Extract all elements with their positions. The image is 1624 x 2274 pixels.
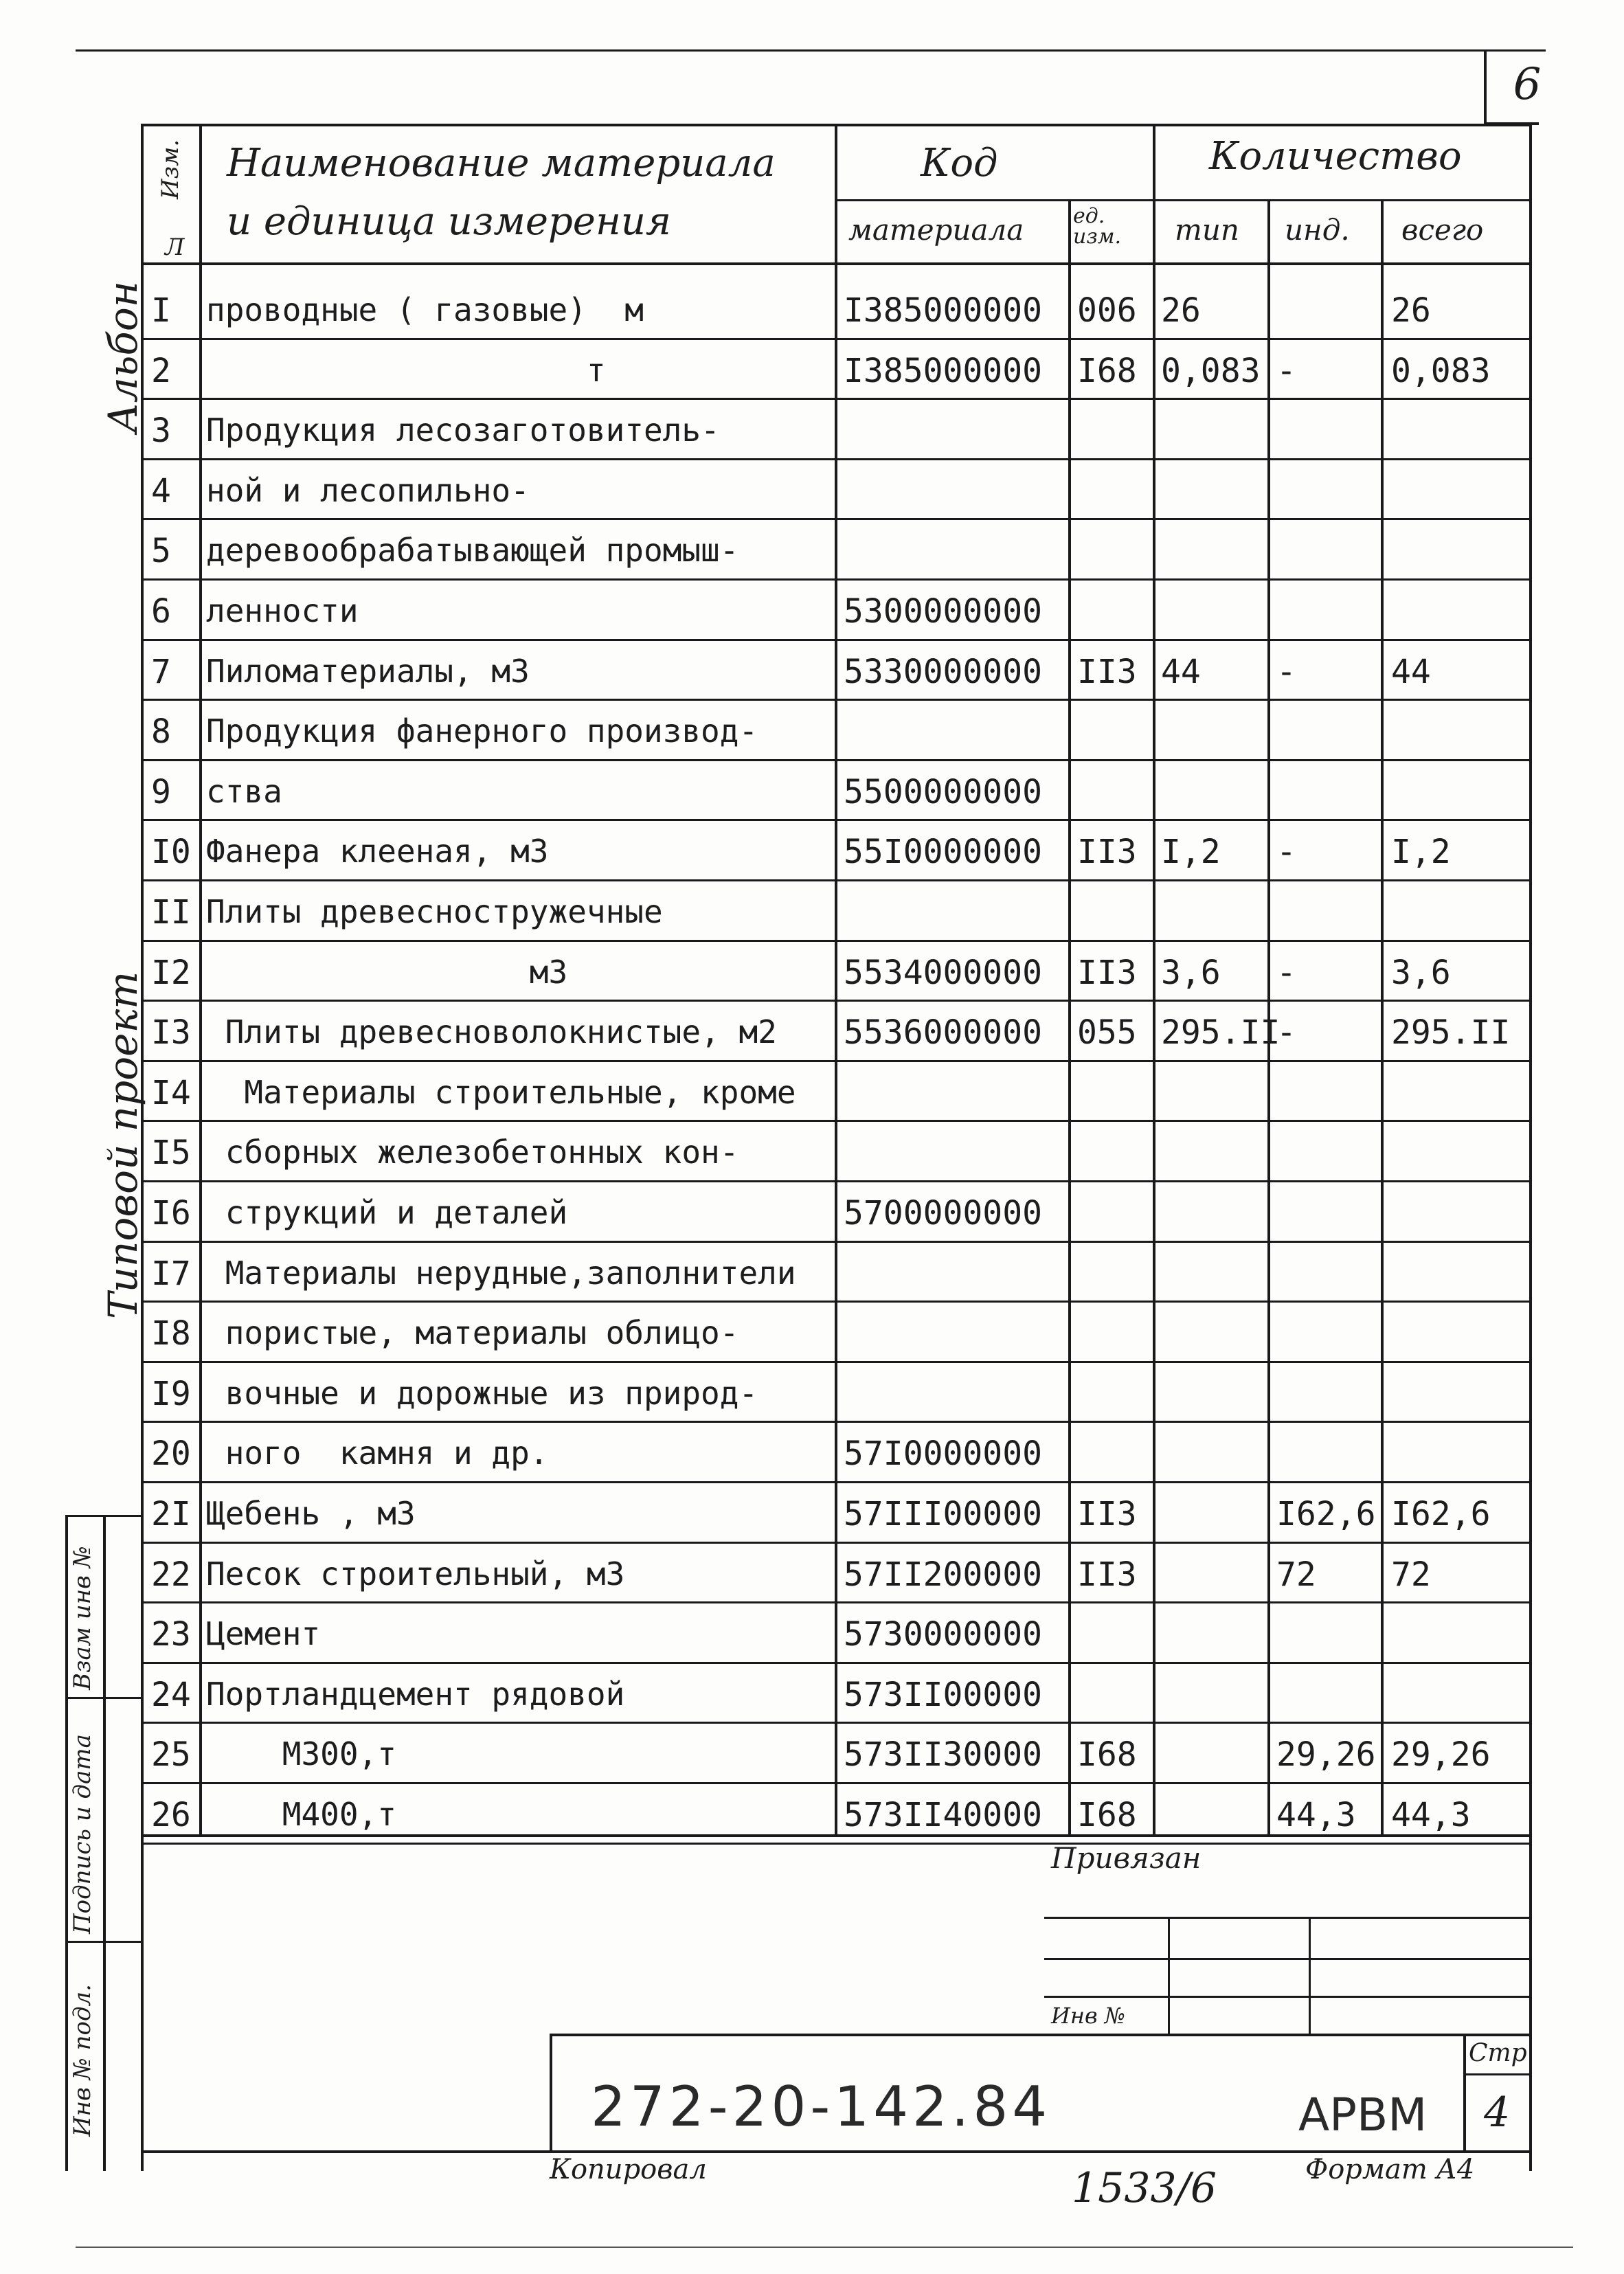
row-divider: [141, 1000, 1532, 1002]
row-divider: [141, 699, 1532, 701]
row-number: 2I: [151, 1495, 191, 1533]
row-number: 25: [151, 1735, 191, 1775]
page-number: 4: [1484, 2089, 1511, 2137]
unit-code: I68: [1077, 1735, 1137, 1775]
material-name: М300,т: [206, 1735, 396, 1773]
qty-ind: -: [1276, 833, 1296, 872]
material-name: М400,т: [206, 1796, 396, 1833]
material-name: т: [206, 351, 606, 389]
qty-total: 3,6: [1391, 953, 1451, 992]
material-name: Щебень , м3: [206, 1495, 416, 1532]
material-code: 5536000000: [844, 1013, 1042, 1052]
material-name: Материалы строительные, кроме: [206, 1073, 796, 1111]
section-code: АРВМ: [1298, 2089, 1428, 2141]
material-name: вочные и дорожные из природ-: [206, 1374, 758, 1412]
col-name-header-2: и единица измерения: [227, 199, 671, 244]
col-row-sub: Л: [165, 234, 185, 261]
material-code: 573II30000: [844, 1735, 1042, 1775]
col-total-left: [1381, 199, 1384, 1834]
qty-ind: 29,26: [1276, 1735, 1376, 1775]
material-name: Пиломатериалы, м3: [206, 652, 530, 690]
row-number: I8: [151, 1314, 191, 1353]
material-name: Плиты древесностружечные: [206, 893, 663, 930]
material-code: 57II200000: [844, 1555, 1042, 1594]
qty-total: 44,3: [1391, 1796, 1471, 1834]
sheet-box-left: [1484, 49, 1487, 125]
qty-ind: 72: [1276, 1555, 1316, 1594]
material-code: I385000000: [844, 351, 1042, 390]
qty-tip: I,2: [1161, 833, 1221, 872]
material-name: ленности: [206, 592, 359, 629]
col-qty-left: [1153, 124, 1155, 1834]
row-number: I5: [151, 1134, 191, 1173]
qty-tip: 44: [1161, 652, 1201, 691]
qty-ind: 44,3: [1276, 1796, 1356, 1834]
material-code: 5330000000: [844, 652, 1042, 691]
material-name: ного камня и др.: [206, 1434, 549, 1472]
row-divider: [141, 1241, 1532, 1243]
col-code-header: Код: [921, 141, 998, 185]
qty-ind: -: [1276, 652, 1296, 691]
row-divider: [141, 398, 1532, 400]
row-divider: [141, 518, 1532, 520]
material-code: 5300000000: [844, 592, 1042, 631]
material-name: пористые, материалы облицо-: [206, 1314, 739, 1352]
qty-tip: 295.II: [1161, 1013, 1281, 1052]
row-divider: [141, 639, 1532, 641]
row-divider: [141, 1843, 1532, 1845]
unit-code: 006: [1077, 291, 1137, 330]
side-strip-top: [65, 1515, 141, 1517]
row-number: II: [151, 893, 191, 932]
unit-code: I68: [1077, 351, 1137, 390]
qty-total: I62,6: [1391, 1495, 1491, 1533]
qty-tip: 26: [1161, 291, 1201, 330]
material-name: Продукция лесозаготовитель-: [206, 412, 720, 449]
material-code: 573II00000: [844, 1675, 1042, 1714]
row-number: I: [151, 291, 171, 330]
row-divider: [141, 1120, 1532, 1122]
qty-total: 44: [1391, 652, 1431, 691]
material-code: 5700000000: [844, 1194, 1042, 1232]
qty-ind: -: [1276, 351, 1296, 390]
material-code: 5500000000: [844, 772, 1042, 811]
row-number: I9: [151, 1374, 191, 1413]
col-material-header: материала: [848, 213, 1024, 247]
row-divider: [141, 1421, 1532, 1423]
row-divider: [141, 1060, 1532, 1062]
priv-line-3: [1044, 1996, 1532, 1998]
row-divider: [141, 1662, 1532, 1664]
qty-total: I,2: [1391, 833, 1451, 872]
qty-total: 0,083: [1391, 351, 1491, 390]
row-divider: [141, 1722, 1532, 1724]
row-number: 5: [151, 532, 171, 571]
row-divider: [141, 1481, 1532, 1483]
top-rule: [76, 49, 1546, 52]
sign-date-label: Подпись и дата: [69, 1734, 96, 1934]
priv-line-1: [1044, 1917, 1532, 1919]
col-row-label: Изм.: [157, 139, 184, 199]
material-name: ной и лесопильно-: [206, 471, 530, 509]
material-code: 55I0000000: [844, 833, 1042, 872]
priv-col-2: [1309, 1917, 1311, 2034]
material-code: I385000000: [844, 291, 1042, 330]
unit-code: II3: [1077, 953, 1137, 992]
str-label: Стр: [1469, 2039, 1527, 2067]
unit-code: II3: [1077, 1495, 1137, 1533]
row-number: 2: [151, 351, 171, 390]
col-code-left: [835, 124, 837, 1834]
row-divider: [141, 940, 1532, 942]
row-divider: [141, 578, 1532, 581]
frame-right: [1529, 124, 1532, 2171]
row-number: I6: [151, 1194, 191, 1232]
qty-total: 26: [1391, 291, 1431, 330]
qty-ind: I62,6: [1276, 1495, 1376, 1533]
row-number: 3: [151, 412, 171, 451]
qty-tip: 0,083: [1161, 351, 1261, 390]
header-subline: [835, 199, 1532, 201]
row-divider: [141, 1180, 1532, 1182]
qty-total: 29,26: [1391, 1735, 1491, 1775]
col-total-header: всего: [1401, 213, 1484, 247]
table-bottom: [141, 1834, 1532, 1837]
row-divider: [141, 1601, 1532, 1603]
material-name: Фанера клееная, м3: [206, 833, 549, 870]
side-strip-div1: [65, 1697, 141, 1699]
row-number: I2: [151, 953, 191, 992]
row-number: 22: [151, 1555, 191, 1594]
qty-ind: -: [1276, 953, 1296, 992]
col-ind-header: инд.: [1285, 213, 1350, 247]
material-code: 573II40000: [844, 1796, 1042, 1834]
material-name: струкций и деталей: [206, 1194, 568, 1231]
stamp-left: [550, 2034, 552, 2150]
row-number: I0: [151, 833, 191, 872]
row-divider: [141, 458, 1532, 460]
typical-project-label: Типовой проект: [100, 971, 146, 1319]
priv-line-2: [1044, 1958, 1532, 1960]
row-number: 9: [151, 772, 171, 811]
unit-code: II3: [1077, 652, 1137, 691]
privyazan-label: Привязан: [1051, 1841, 1202, 1875]
material-name: Продукция фанерного производ-: [206, 712, 758, 750]
row-number: I3: [151, 1013, 191, 1052]
col-tip-header: тип: [1175, 213, 1239, 247]
frame-inner-left: [199, 124, 202, 1834]
material-name: Песок строительный, м3: [206, 1555, 625, 1592]
stamp-page-sep: [1463, 2073, 1532, 2075]
material-code: 5730000000: [844, 1615, 1042, 1654]
sheet-number: 6: [1513, 59, 1542, 110]
row-number: 20: [151, 1434, 191, 1474]
material-name: м3: [206, 953, 568, 991]
document-code: 272-20-142.84: [591, 2075, 1052, 2139]
side-strip-left: [65, 1515, 68, 2171]
row-divider: [141, 879, 1532, 881]
row-divider: [141, 759, 1532, 761]
qty-total: 295.II: [1391, 1013, 1511, 1052]
qty-tip: 3,6: [1161, 953, 1221, 992]
material-code: 5534000000: [844, 953, 1042, 992]
row-divider: [141, 1301, 1532, 1303]
row-number: 23: [151, 1615, 191, 1654]
col-unit-left: [1068, 199, 1071, 1834]
stamp-page-left: [1463, 2034, 1466, 2150]
priv-col-1: [1168, 1917, 1170, 2034]
col-qty-header: Количество: [1209, 134, 1462, 179]
material-code: 57III00000: [844, 1495, 1042, 1533]
row-number: 8: [151, 712, 171, 752]
material-name: сборных железобетонных кон-: [206, 1134, 739, 1171]
row-number: 6: [151, 592, 171, 631]
row-divider: [141, 338, 1532, 340]
row-number: 4: [151, 471, 171, 510]
material-name: Плиты древесноволокнистые, м2: [206, 1013, 777, 1051]
qty-total: 72: [1391, 1555, 1431, 1594]
header-bottom: [141, 262, 1532, 265]
unit-code: II3: [1077, 1555, 1137, 1594]
row-number: I4: [151, 1073, 191, 1112]
row-divider: [141, 1782, 1532, 1784]
col-unit-header: ед. изм.: [1073, 204, 1122, 249]
col-name-header: Наименование материала: [227, 141, 776, 185]
material-name: деревообрабатывающей промыш-: [206, 532, 739, 570]
material-name: Материалы нерудные,заполнители: [206, 1254, 796, 1292]
row-divider: [141, 1542, 1532, 1544]
copied-label: Копировал: [550, 2154, 707, 2185]
row-number: 24: [151, 1675, 191, 1714]
material-code: 57I0000000: [844, 1434, 1042, 1474]
side-strip-mid: [103, 1515, 106, 2171]
unit-code: II3: [1077, 833, 1137, 872]
material-name: проводные ( газовые) м: [206, 291, 644, 328]
bottom-rule: [76, 2247, 1573, 2248]
unit-code: 055: [1077, 1013, 1137, 1052]
unit-code: I68: [1077, 1796, 1137, 1834]
row-divider: [141, 1361, 1532, 1363]
row-number: 26: [151, 1796, 191, 1834]
row-number: 7: [151, 652, 171, 691]
material-name: Цемент: [206, 1615, 321, 1653]
frame-bottom: [141, 2150, 1532, 2153]
row-divider: [141, 819, 1532, 821]
stamp-top: [550, 2034, 1532, 2036]
material-name: Портландцемент рядовой: [206, 1675, 625, 1713]
album-label: Альбон: [100, 281, 146, 433]
material-name: ства: [206, 772, 282, 810]
inv-orig-label: Инв № подл.: [69, 1984, 96, 2137]
qty-ind: -: [1276, 1013, 1296, 1052]
side-strip-div2: [65, 1941, 141, 1943]
inventory-number: 1533/6: [1072, 2164, 1217, 2212]
replace-inv-label: Взам инв №: [69, 1546, 96, 1690]
format-label: Формат А4: [1305, 2154, 1475, 2185]
row-number: I7: [151, 1254, 191, 1293]
inv-no-label: Инв №: [1051, 2003, 1126, 2029]
